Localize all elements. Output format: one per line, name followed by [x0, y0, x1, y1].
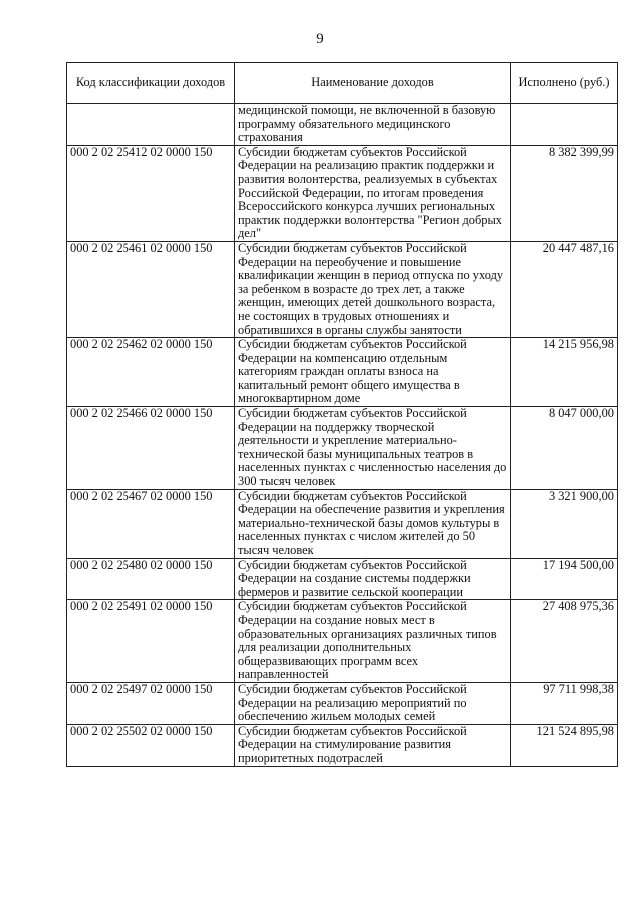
row-amount: 3 321 900,00: [511, 489, 618, 558]
row-amount: 97 711 998,38: [511, 682, 618, 724]
revenue-table: [66, 62, 618, 767]
table-row: [67, 600, 618, 683]
row-code: 000 2 02 25462 02 0000 150: [67, 338, 235, 407]
row-amount: 14 215 956,98: [511, 338, 618, 407]
row-code: 000 2 02 25502 02 0000 150: [67, 724, 235, 766]
row-amount: 8 382 399,99: [511, 145, 618, 241]
row-amount: 27 408 975,36: [511, 600, 618, 683]
table-row: [67, 724, 618, 766]
table-row: [67, 558, 618, 600]
row-amount: 8 047 000,00: [511, 407, 618, 490]
table-header-row: [67, 63, 618, 104]
row-name: Субсидии бюджетам субъектов Российской Федерации на создание новых мест в образовательных организациях различных типов для реализации дополнительных общеразвивающих программ всех направленностей: [235, 600, 511, 683]
table-row: [67, 682, 618, 724]
header-code: Код классификации доходов: [67, 63, 235, 104]
row-code: 000 2 02 25461 02 0000 150: [67, 241, 235, 337]
row-name: Субсидии бюджетам субъектов Российской Федерации на переобучение и повышение квалификации женщин в период отпуска по уходу за ребенком в возрасте до трех лет, а также женщин, имеющих детей дошкольного возраста, не состоящих в трудовых отношениях и обратившихся в органы службы занятости: [235, 241, 511, 337]
table-row: [67, 145, 618, 241]
row-name: Субсидии бюджетам субъектов Российской Федерации на обеспечение развития и укрепления материально-технической базы домов культуры в населенных пунктах с числом жителей до 50 тысяч человек: [235, 489, 511, 558]
table-row: [67, 241, 618, 337]
row-code: 000 2 02 25466 02 0000 150: [67, 407, 235, 490]
table-row: [67, 407, 618, 490]
row-amount: 17 194 500,00: [511, 558, 618, 600]
row-amount: 121 524 895,98: [511, 724, 618, 766]
row-code: 000 2 02 25480 02 0000 150: [67, 558, 235, 600]
row-code: 000 2 02 25497 02 0000 150: [67, 682, 235, 724]
table-row: [67, 489, 618, 558]
table-row: [67, 104, 618, 146]
row-name: Субсидии бюджетам субъектов Российской Федерации на стимулирование развития приоритетных подотраслей: [235, 724, 511, 766]
row-name: Субсидии бюджетам субъектов Российской Федерации на компенсацию отдельным категориям граждан оплаты взноса на капитальный ремонт общего имущества в многоквартирном доме: [235, 338, 511, 407]
row-name: медицинской помощи, не включенной в базовую программу обязательного медицинского страхования: [235, 104, 511, 146]
row-code: 000 2 02 25412 02 0000 150: [67, 145, 235, 241]
header-name: Наименование доходов: [235, 63, 511, 104]
page-number: 9: [316, 31, 324, 47]
row-name: Субсидии бюджетам субъектов Российской Федерации на реализацию мероприятий по обеспечению жильем молодых семей: [235, 682, 511, 724]
row-code: 000 2 02 25467 02 0000 150: [67, 489, 235, 558]
table-row: [67, 338, 618, 407]
row-name: Субсидии бюджетам субъектов Российской Федерации на создание системы поддержки фермеров и развитие сельской кооперации: [235, 558, 511, 600]
row-name: Субсидии бюджетам субъектов Российской Федерации на реализацию практик поддержки и развития волонтерства, реализуемых в субъектах Российской Федерации, по итогам проведения Всероссийского конкурса лучших региональных практик поддержки волонтерства "Регион добрых дел": [235, 145, 511, 241]
row-amount: [511, 104, 618, 146]
header-amount: Исполнено (руб.): [511, 63, 618, 104]
row-code: [67, 104, 235, 146]
row-amount: 20 447 487,16: [511, 241, 618, 337]
row-code: 000 2 02 25491 02 0000 150: [67, 600, 235, 683]
row-name: Субсидии бюджетам субъектов Российской Федерации на поддержку творческой деятельности и укрепление материально-технической базы муниципальных театров в населенных пунктах с численностью населения до 300 тысяч человек: [235, 407, 511, 490]
